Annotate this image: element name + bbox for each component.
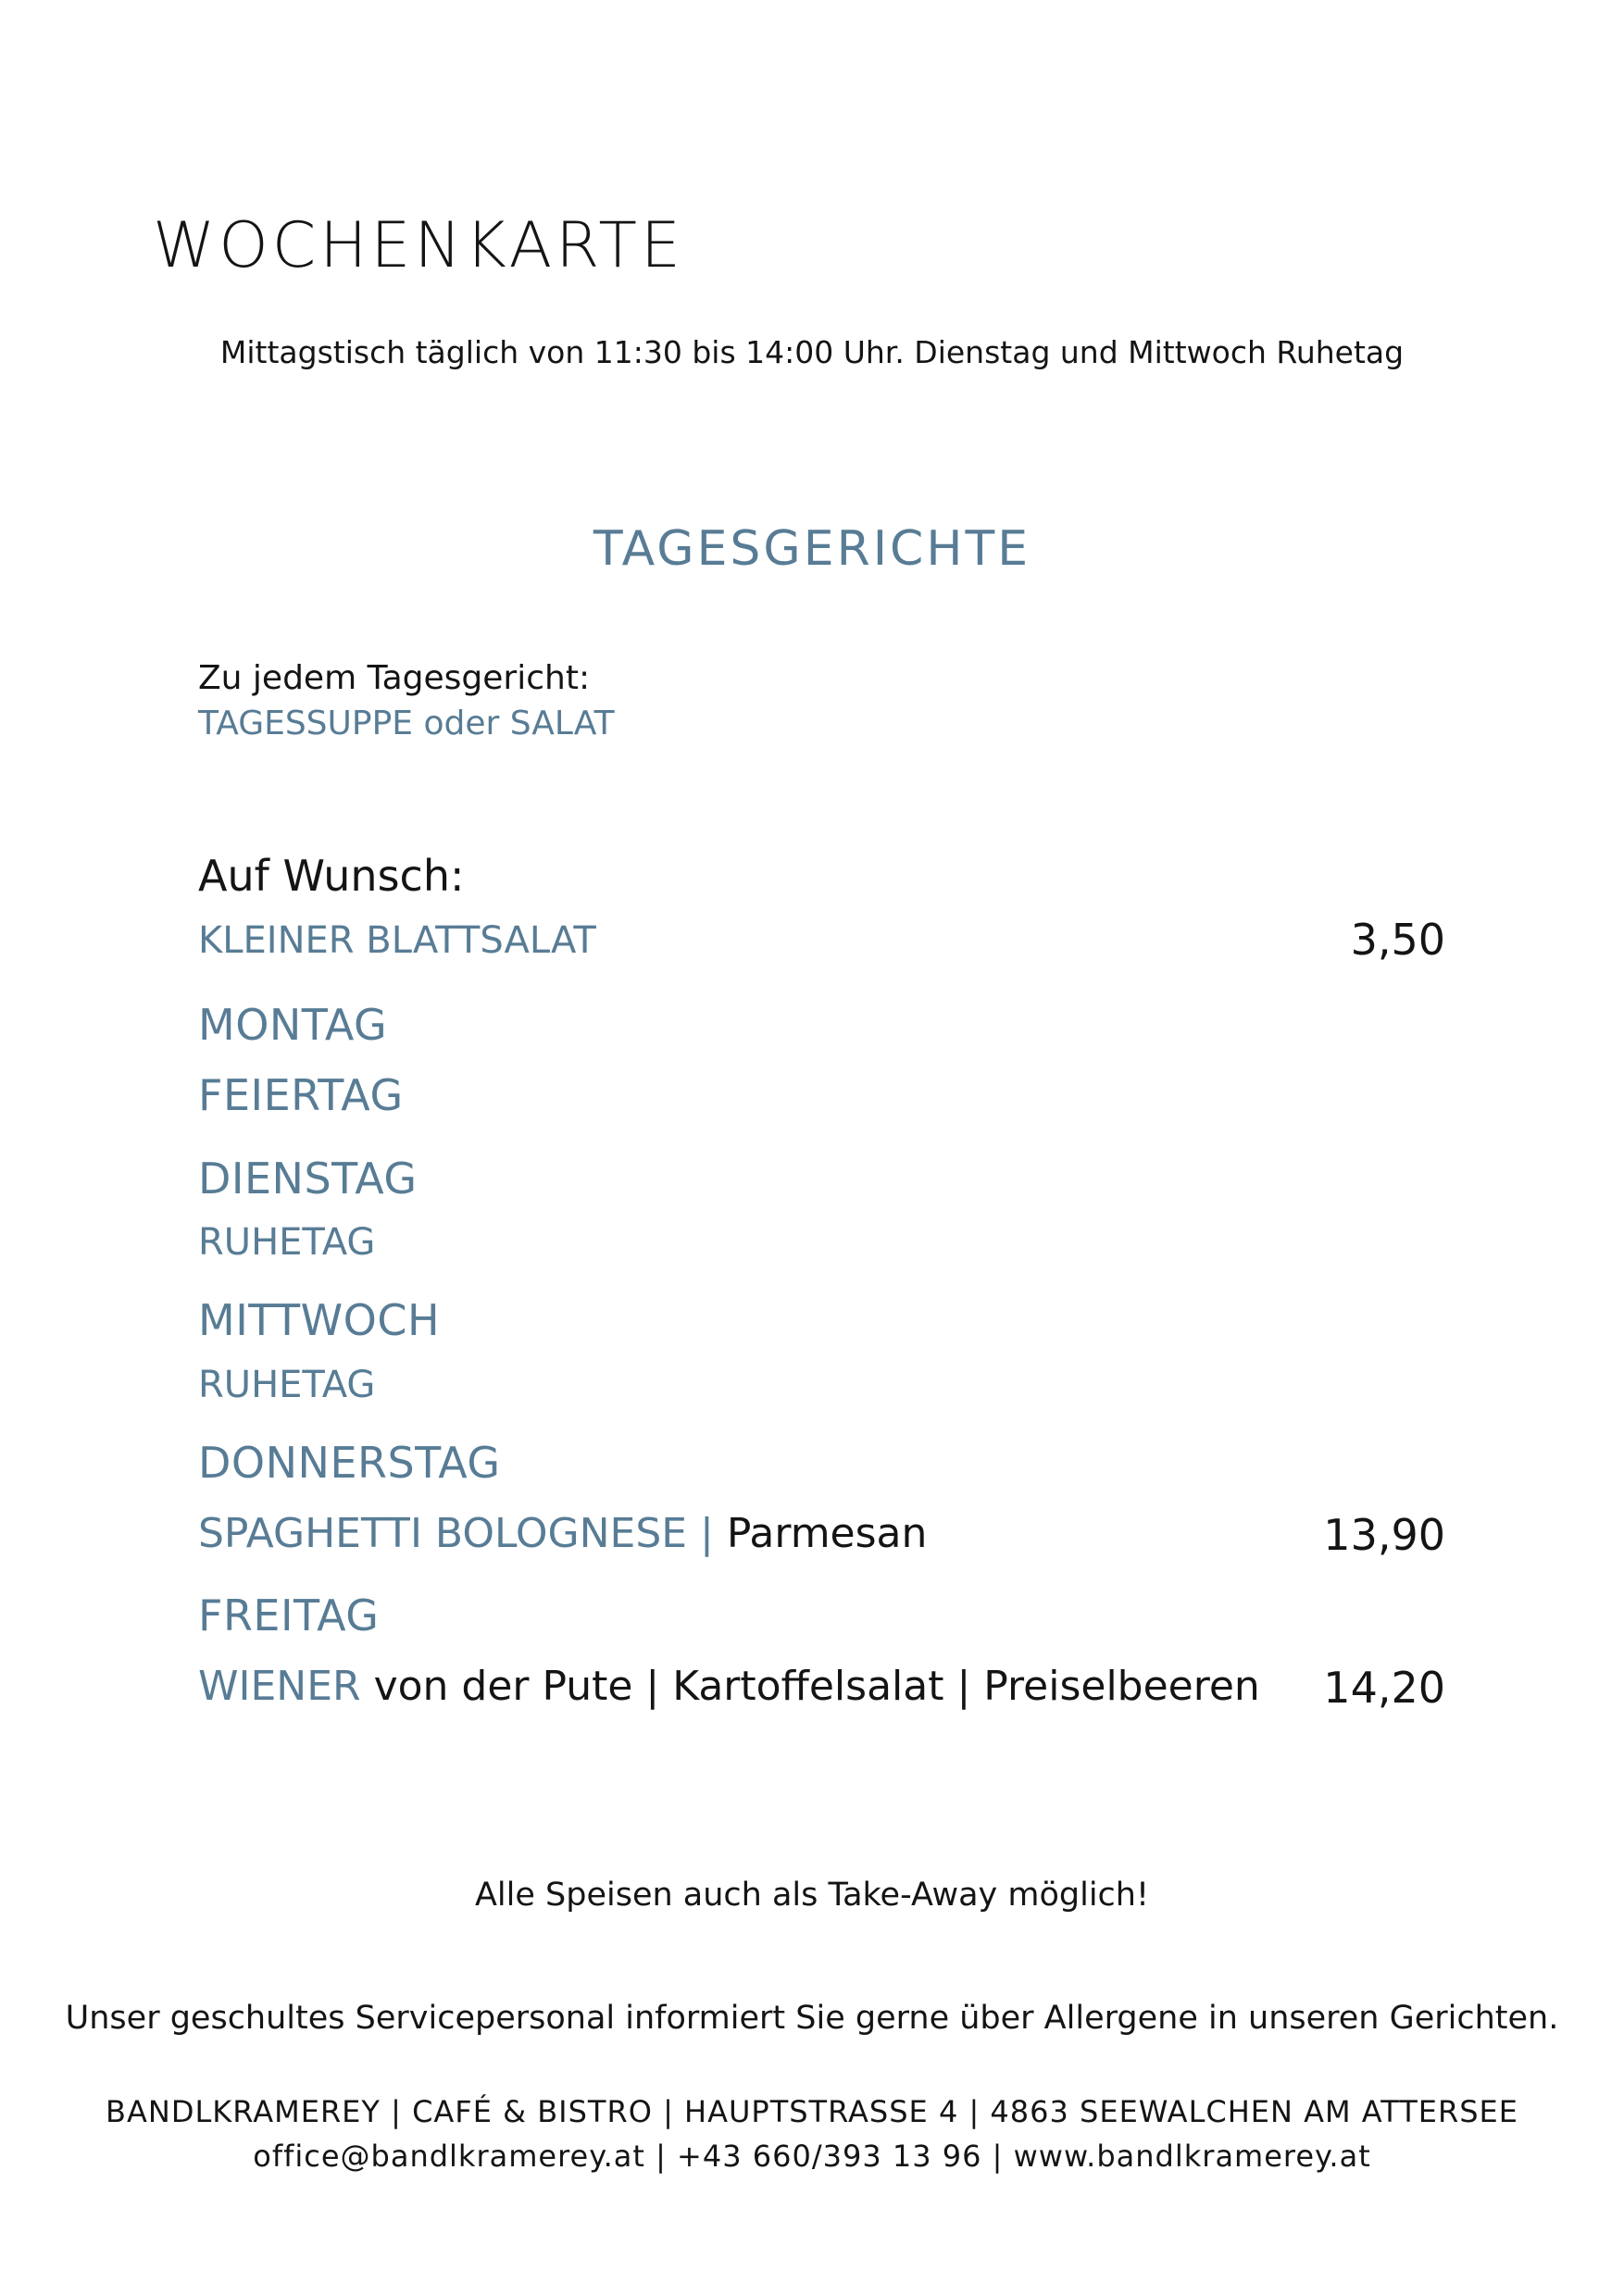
monday-dish: FEIERTAG (198, 1070, 404, 1120)
day-wednesday: MITTWOCH (198, 1295, 441, 1345)
thursday-price: 13,90 (1323, 1510, 1445, 1560)
included-value: TAGESSUPPE oder SALAT (198, 705, 615, 742)
friday-dish-highlight: WIENER (198, 1663, 361, 1710)
takeaway-note: Alle Speisen auch als Take-Away möglich! (474, 1877, 1150, 1914)
address-line: BANDLKRAMEREY | CAFÉ & BISTRO | HAUPTSTRASSE 4 | 4863 SEEWALCHEN AM ATTERSEE (106, 2094, 1518, 2129)
section-heading: TAGESGERICHTE (593, 521, 1031, 577)
page-title: WOCHENKARTE (153, 209, 684, 282)
day-thursday: DONNERSTAG (198, 1438, 501, 1488)
allergen-note: Unser geschultes Servicepersonal informiert Sie gerne über Allergene in unseren Gerichten. (65, 2000, 1559, 2037)
friday-dish-rest: von der Pute | Kartoffelsalat | Preiselbeeren (360, 1663, 1260, 1710)
friday-dish (198, 1663, 1260, 1710)
thursday-dish (198, 1510, 928, 1557)
optional-label: Auf Wunsch: (198, 851, 465, 901)
included-label: Zu jedem Tagesgericht: (198, 659, 591, 697)
friday-price: 14,20 (1323, 1663, 1445, 1713)
thursday-dish-rest: Parmesan (713, 1510, 928, 1557)
optional-price: 3,50 (1350, 915, 1445, 965)
tuesday-dish: RUHETAG (198, 1221, 376, 1264)
opening-hours-note: Mittagstisch täglich von 11:30 bis 14:00 Uhr. Dienstag und Mittwoch Ruhetag (219, 334, 1405, 370)
contact-line: office@bandlkramerey.at | +43 660/393 13 96 | www.bandlkramerey.at (253, 2139, 1371, 2174)
day-friday: FREITAG (198, 1590, 380, 1640)
optional-item: KLEINER BLATTSALAT (198, 919, 596, 962)
thursday-dish-highlight: SPAGHETTI BOLOGNESE | (198, 1510, 714, 1557)
day-tuesday: DIENSTAG (198, 1154, 418, 1204)
day-monday: MONTAG (198, 1000, 388, 1050)
wednesday-dish: RUHETAG (198, 1364, 376, 1406)
